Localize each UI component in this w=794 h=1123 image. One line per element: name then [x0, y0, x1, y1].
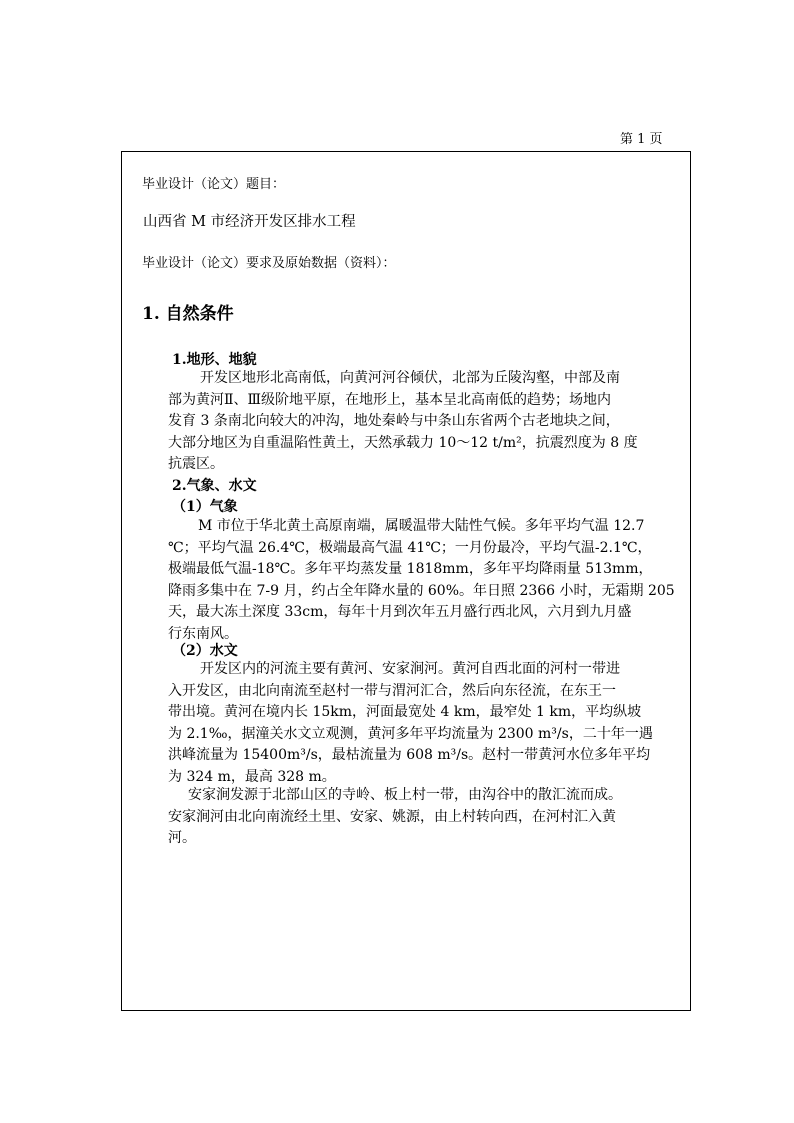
text-line: 洪峰流量为 15400m³/s，最枯流量为 608 m³/s。赵村一带黄河水位多年平均	[168, 747, 651, 763]
text-line: 河。	[168, 830, 196, 846]
text-line: 大部分地区为自重温陷性黄土，天然承载力 10～12 t/m²，抗震烈度为 8 度	[168, 434, 638, 451]
subheading-climate-hydrology: 2.气象、水文	[172, 478, 257, 494]
text-line: 入开发区，由北向南流至赵村一带与渭河汇合，然后向东径流，在东王一	[168, 682, 616, 699]
text-line: 带出境。黄河在境内长 15km，河面最宽处 4 km，最窄处 1 km，平均纵坡	[168, 704, 642, 720]
text-line: 降雨多集中在 7-9 月，约占全年降水量的 60%。年日照 2366 小时，无霜期 205	[168, 582, 675, 599]
requirements-label: 毕业设计（论文）要求及原始数据（资料）：	[142, 256, 396, 271]
subheading-weather: （1）气象	[172, 499, 238, 515]
subheading-hydrology: （2）水文	[172, 643, 238, 659]
thesis-title: 山西省 M 市经济开发区排水工程	[143, 214, 356, 230]
section-heading-natural-conditions: 1. 自然条件	[142, 304, 234, 324]
hydrology-paragraph	[168, 659, 688, 788]
text-line: 发育 3 条南北向较大的冲沟，地处秦岭与中条山东省两个古老地块之间，	[168, 413, 620, 429]
text-line: 极端最低气温-18℃。多年平均蒸发量 1818mm，多年平均降雨量 513mm，	[168, 561, 653, 577]
text-line: M 市位于华北黄土高原南端，属暖温带大陆性气候。多年平均气温 12.7	[198, 518, 645, 534]
text-line: 为 324 m，最高 328 m。	[168, 768, 336, 785]
text-line: 安家涧发源于北部山区的寺岭、板上村一带，由沟谷中的散汇流而成。	[188, 787, 622, 803]
text-line: 为 2.1‰，据潼关水文立观测，黄河多年平均流量为 2300 m³/s，二十年一遇	[168, 725, 653, 742]
text-line: 开发区内的河流主要有黄河、安家涧河。黄河自西北面的河村一带进	[200, 661, 620, 677]
weather-paragraph	[168, 516, 688, 645]
text-line: 行东南风。	[168, 625, 238, 642]
text-line: 抗震区。	[168, 456, 224, 472]
text-line: 天，最大冻土深度 33cm，每年十月到次年五月盛行西北风，六月到九月盛	[168, 604, 632, 620]
text-line: ℃；平均气温 26.4℃，极端最高气温 41℃；一月份最冷，平均气温-2.1℃，	[168, 539, 652, 556]
page-number: 第 1 页	[620, 132, 663, 147]
text-line: 部为黄河Ⅱ、Ⅲ级阶地平原，在地形上，基本呈北高南低的趋势；场地内	[168, 391, 612, 408]
text-line: 开发区地形北高南低，向黄河河谷倾伏，北部为丘陵沟壑，中部及南	[200, 370, 620, 386]
terrain-paragraph	[168, 368, 688, 476]
text-line: 安家涧河由北向南流经土里、安家、姚源，由上村转向西，在河村汇入黄	[168, 808, 616, 825]
subheading-terrain: 1.地形、地貌	[172, 352, 257, 368]
topic-label: 毕业设计（论文）题目：	[142, 177, 286, 192]
anjia-river-paragraph	[168, 785, 688, 850]
